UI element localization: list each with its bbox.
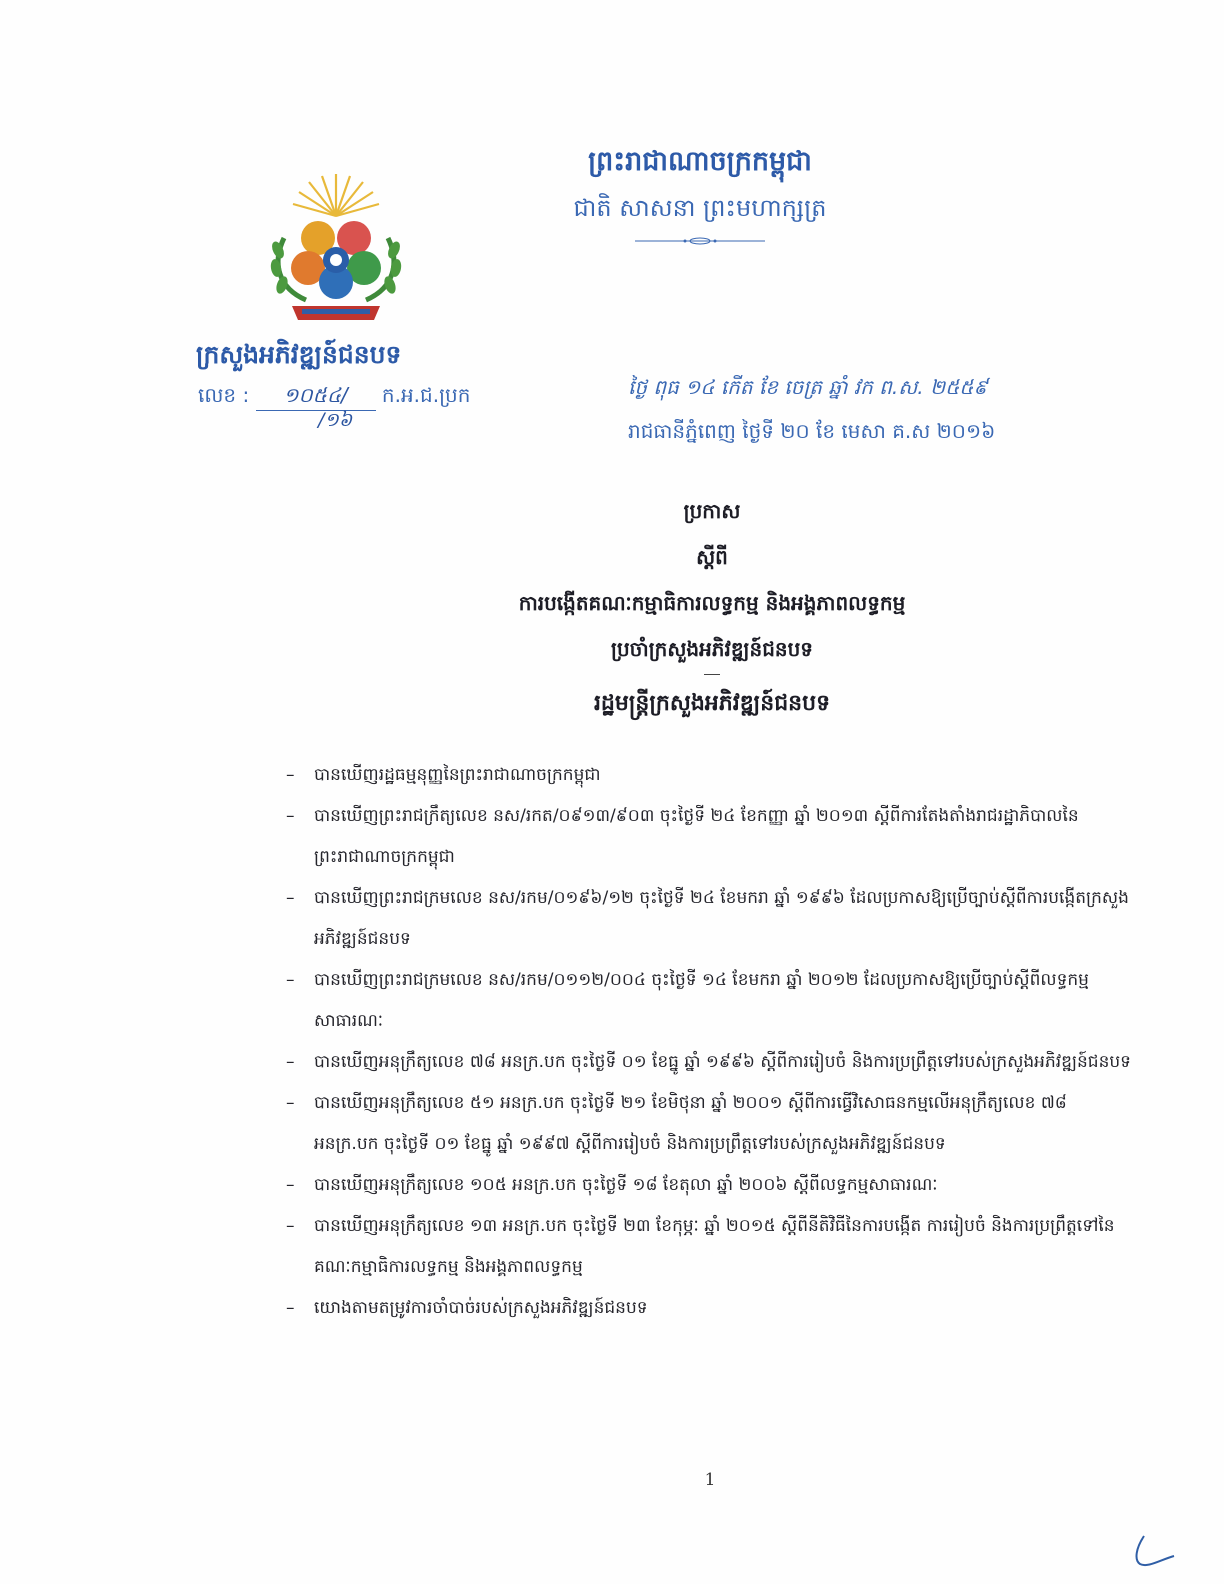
consideration-text: យោងតាមតម្រូវការចាំបាច់របស់ក្រសួងអភិវឌ្ឍន៍ជនបទ: [314, 1298, 648, 1318]
list-dash: –: [286, 970, 295, 990]
consideration-item: [286, 755, 1136, 796]
consideration-item: [286, 796, 1136, 878]
kingdom-title: ព្រះរាជាណាចក្រកម្ពុជា: [588, 146, 812, 177]
consideration-text: បានឃើញព្រះរាជក្រឹត្យលេខ នស/រកត/០៩១៣/៩០៣ ចុះថ្ងៃទី ២៤ ខែកញ្ញា ឆ្នាំ ២០១៣ ស្តីពីការតែងតាំងរាជរដ្ឋាភិបាលនៃព្រះរាជាណាចក្រកម្ពុជា: [314, 806, 1079, 867]
consideration-item: [286, 1165, 1136, 1206]
consideration-text: បានឃើញរដ្ឋធម្មនុញ្ញនៃព្រះរាជាណាចក្រកម្ពុជា: [314, 765, 601, 785]
consideration-item: [286, 1042, 1136, 1083]
consideration-text: បានឃើញអនុក្រឹត្យលេខ ៥១ អនក្រ.បក ចុះថ្ងៃទី ២១ ខែមិថុនា ឆ្នាំ ២០០១ ស្តីពីការធ្វើវិសោធនកម្មលើអនុក្រឹត្យលេខ ៧៨ អនក្រ.បក ចុះថ្ងៃទី ០១ ខែធ្នូ ឆ្នាំ ១៩៩៧ ស្តីពីការរៀបចំ និងការប្រព្រឹត្តទៅរបស់ក្រសួងអភិវឌ្ឍន៍ជនបទ: [314, 1093, 1067, 1154]
ministry-logo: [262, 168, 410, 328]
ministry-name: ក្រសួងអភិវឌ្ឍន៍ជនបទ: [196, 340, 402, 369]
consideration-text: បានឃើញអនុក្រឹត្យលេខ ១៣ អនក្រ.បក ចុះថ្ងៃទី ២៣ ខែកុម្ភៈ ឆ្នាំ ២០១៥ ស្តីពីនីតិវិធីនៃការបង្កើត ការរៀបចំ និងការប្រព្រឹត្តទៅនៃគណៈកម្មាធិការលទ្ធកម្ម និងអង្គភាពលទ្ធកម្ម: [314, 1216, 1115, 1277]
title-minister: រដ្ឋមន្ត្រីក្រសួងអភិវឌ្ឍន៍ជនបទ: [593, 690, 831, 716]
consideration-text: បានឃើញអនុក្រឹត្យលេខ ១០៥ អនក្រ.បក ចុះថ្ងៃទី ១៨ ខែតុលា ឆ្នាំ ២០០៦ ស្តីពីលទ្ធកម្មសាធារណៈ: [314, 1175, 938, 1195]
ref-sub: /១៦: [318, 409, 353, 431]
consideration-item: [286, 1083, 1136, 1165]
list-dash: –: [286, 1052, 295, 1072]
consideration-item: [286, 960, 1136, 1042]
kingdom-header: [520, 142, 880, 250]
list-dash: –: [286, 1093, 295, 1113]
ref-label: លេខ :: [198, 383, 250, 407]
list-dash: –: [286, 1216, 295, 1236]
handwritten-initial: [1126, 1530, 1186, 1570]
list-dash: –: [286, 1175, 295, 1195]
title-proclamation: ប្រកាស: [683, 499, 741, 523]
ornament-divider: [635, 236, 765, 246]
ref-number: ១០៥៤/: [256, 380, 376, 411]
consideration-item: [286, 878, 1136, 960]
list-dash: –: [286, 765, 295, 785]
reference-line: [198, 380, 470, 411]
consideration-item: [286, 1288, 1136, 1329]
considerations-list: [286, 755, 1136, 1329]
consideration-text: បានឃើញអនុក្រឹត្យលេខ ៧៨ អនក្រ.បក ចុះថ្ងៃទី ០១ ខែធ្នូ ឆ្នាំ ១៩៩៦ ស្តីពីការរៀបចំ និងការប្រព្រឹត្តទៅរបស់ក្រសួងអភិវឌ្ឍន៍ជនបទ: [314, 1052, 1131, 1072]
document-title: [312, 488, 1112, 725]
consideration-text: បានឃើញព្រះរាជក្រមលេខ នស/រកម/០១១២/០០៤ ចុះថ្ងៃទី ១៤ ខែមករា ឆ្នាំ ២០១២ ដែលប្រកាសឱ្យប្រើច្បាប់ស្តីពីលទ្ធកម្មសាធារណៈ: [314, 970, 1089, 1031]
title-divider: [704, 674, 720, 675]
list-dash: –: [286, 888, 295, 908]
title-ministry: ប្រចាំក្រសួងអភិវឌ្ឍន៍ជនបទ: [611, 637, 813, 661]
solar-date: រាជធានីភ្នំពេញ ថ្ងៃទី ២០ ខែ មេសា គ.ស ២០១៦: [628, 419, 996, 443]
list-dash: –: [286, 1298, 295, 1318]
ref-suffix: ក.អ.ជ.ប្រក: [381, 383, 471, 407]
page-number: 1: [704, 1470, 716, 1490]
title-subject: ការបង្កើតគណៈកម្មាធិការលទ្ធកម្ម និងអង្គភាពលទ្ធកម្ម: [518, 591, 906, 615]
kingdom-motto: ជាតិ សាសនា ព្រះមហាក្សត្រ: [573, 194, 827, 222]
list-dash: –: [286, 806, 295, 826]
lunar-date: ថ្ងៃ ពុធ ១៤ កើត ខែ ចេត្រ ឆ្នាំ វក ព.ស. ២៥៥៩: [628, 375, 988, 399]
title-on: ស្តីពី: [696, 545, 728, 569]
consideration-item: [286, 1206, 1136, 1288]
consideration-text: បានឃើញព្រះរាជក្រមលេខ នស/រកម/០១៩៦/១២ ចុះថ្ងៃទី ២៤ ខែមករា ឆ្នាំ ១៩៩៦ ដែលប្រកាសឱ្យប្រើច្បាប់ស្តីពីការបង្កើតក្រសួងអភិវឌ្ឍន៍ជនបទ: [314, 888, 1129, 949]
